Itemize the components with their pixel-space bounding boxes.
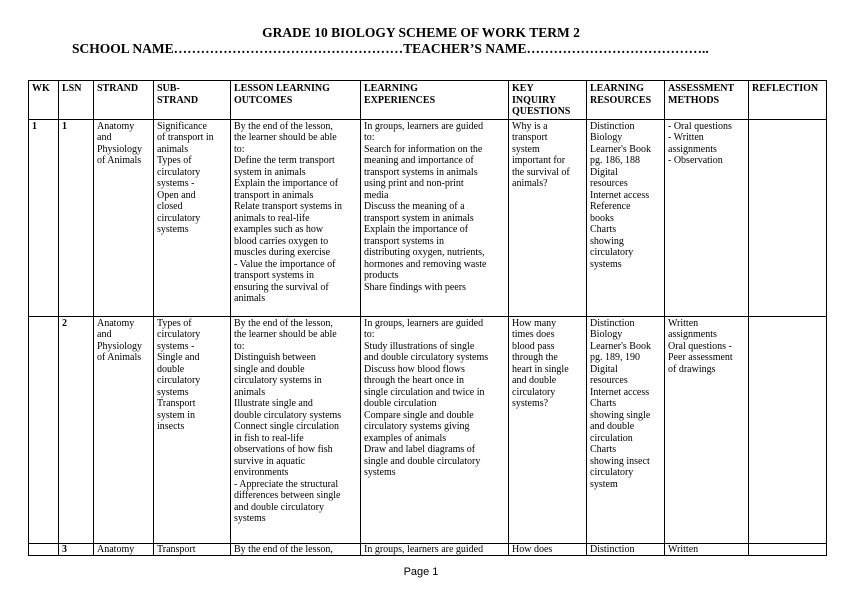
cell-line: single and double circulatory bbox=[364, 455, 481, 467]
cell-line: transport system in animals bbox=[364, 212, 474, 224]
cell-line: the survival of bbox=[512, 166, 570, 178]
header-text: STRAND bbox=[97, 83, 139, 94]
cell-line: in fish to real-life bbox=[234, 432, 304, 444]
cell-line: to: bbox=[234, 340, 245, 352]
cell-line: muscles during exercise bbox=[234, 247, 331, 258]
cell-sub-strand bbox=[154, 543, 231, 555]
cell-line: Learner's Book bbox=[590, 143, 651, 155]
cell-reflection bbox=[749, 543, 827, 555]
cell-line: systems bbox=[157, 386, 189, 398]
cell-line: Written bbox=[668, 317, 699, 329]
cell-line: Physiology bbox=[97, 340, 143, 352]
cell-line: transport systems in bbox=[234, 270, 314, 281]
cell-line: Connect single circulation bbox=[234, 421, 339, 432]
header-text: ASSESSMENT bbox=[668, 83, 735, 94]
cell-line: and double circulatory systems bbox=[364, 352, 489, 363]
cell-line: Why is a bbox=[512, 120, 548, 132]
cell-lsn: 3 bbox=[59, 543, 94, 555]
cell-line: of drawings bbox=[668, 363, 716, 375]
cell-line: systems bbox=[234, 513, 266, 524]
cell-line: of Animals bbox=[97, 352, 142, 363]
header-wk bbox=[29, 81, 59, 120]
cell-reflection bbox=[749, 316, 827, 543]
cell-line: using print and non-print bbox=[364, 178, 464, 189]
cell-line: double bbox=[157, 363, 185, 375]
table-row bbox=[29, 543, 827, 555]
cell-line: Oral questions - bbox=[668, 340, 732, 352]
cell-line: Open and bbox=[157, 189, 196, 201]
cell-line: Reference bbox=[590, 201, 631, 212]
cell-line: transport bbox=[512, 132, 548, 143]
cell-line: Charts bbox=[590, 224, 617, 235]
cell-line: Discuss the meaning of a bbox=[364, 201, 465, 212]
cell-line: Types of bbox=[157, 155, 192, 166]
cell-line: pg. 186, 188 bbox=[590, 155, 640, 166]
cell-line: the learner should be able bbox=[234, 132, 337, 143]
cell-line: - Appreciate the structural bbox=[234, 478, 339, 490]
cell-line: Anatomy bbox=[97, 120, 135, 132]
cell-inquiry bbox=[509, 119, 587, 316]
cell-line: survive in aquatic bbox=[234, 455, 306, 467]
cell-line: and bbox=[97, 132, 112, 143]
cell-line: circulatory systems in bbox=[234, 375, 322, 386]
cell-line: systems - bbox=[157, 178, 195, 189]
header-text: LSN bbox=[62, 83, 82, 94]
cell-line: the learner should be able bbox=[234, 329, 337, 340]
header-text: OUTCOMES bbox=[234, 94, 293, 106]
cell-inquiry bbox=[509, 543, 587, 555]
cell-line: resources bbox=[590, 375, 628, 386]
header-text: LESSON LEARNING bbox=[234, 83, 330, 94]
cell-line: Distinguish between bbox=[234, 352, 316, 363]
cell-line: meaning and importance of bbox=[364, 155, 474, 166]
cell-line: blood carries oxygen to bbox=[234, 235, 329, 247]
cell-line: and double bbox=[512, 375, 557, 386]
cell-line: In groups, learners are guided bbox=[364, 317, 484, 329]
cell-line: In groups, learners are guided bbox=[364, 120, 484, 132]
header-text: METHODS bbox=[668, 94, 720, 106]
header-lsn bbox=[59, 81, 94, 120]
cell-line: double circulation bbox=[364, 398, 437, 409]
cell-line: single and double bbox=[234, 363, 305, 375]
cell-strand bbox=[94, 543, 154, 555]
cell-line: Single and bbox=[157, 352, 200, 363]
cell-line: circulatory bbox=[590, 247, 634, 258]
cell-wk bbox=[29, 316, 59, 543]
cell-line: Explain the importance of bbox=[364, 224, 469, 235]
cell-line: times does bbox=[512, 329, 555, 340]
cell-line: systems bbox=[157, 224, 189, 235]
cell-line: circulatory bbox=[512, 386, 556, 398]
cell-line: system in animals bbox=[234, 166, 306, 178]
cell-line: system bbox=[512, 143, 540, 155]
header-sub-strand bbox=[154, 81, 231, 120]
cell-line: circulatory bbox=[157, 212, 201, 224]
cell-line: transport systems in bbox=[364, 235, 444, 247]
cell-wk bbox=[29, 543, 59, 555]
header-text: WK bbox=[32, 83, 50, 94]
cell-line: How does bbox=[512, 543, 553, 555]
cell-line: Transport bbox=[157, 398, 196, 409]
cell-line: examples of animals bbox=[364, 432, 447, 444]
cell-line: Peer assessment bbox=[668, 352, 733, 363]
cell-line: animals bbox=[234, 386, 266, 398]
cell-line: Significance bbox=[157, 120, 207, 132]
cell-line: animals to real-life bbox=[234, 212, 310, 224]
cell-line: Explain the importance of bbox=[234, 178, 339, 189]
cell-line: transport systems in animals bbox=[364, 166, 478, 178]
cell-line: resources bbox=[590, 178, 628, 189]
cell-line: Discuss how blood flows bbox=[364, 363, 465, 375]
cell-line: By the end of the lesson, bbox=[234, 120, 333, 132]
cell-line: and double bbox=[590, 421, 635, 432]
cell-line: circulation bbox=[590, 432, 633, 444]
cell-strand bbox=[94, 119, 154, 316]
table-header-row bbox=[29, 81, 827, 120]
cell-line: By the end of the lesson, bbox=[234, 543, 333, 555]
cell-line: Define the term transport bbox=[234, 155, 335, 166]
cell-line: Relate transport systems in bbox=[234, 201, 343, 212]
cell-line: to: bbox=[364, 329, 375, 340]
header-text: EXPERIENCES bbox=[364, 94, 436, 106]
cell-line: circulatory bbox=[590, 467, 634, 478]
cell-line: circulatory bbox=[157, 375, 201, 386]
cell-line: systems - bbox=[157, 340, 195, 352]
cell-line: products bbox=[364, 270, 399, 281]
cell-line: blood pass bbox=[512, 340, 555, 352]
cell-line: - Value the importance of bbox=[234, 258, 336, 270]
cell-line: transport in animals bbox=[234, 189, 314, 201]
cell-line: observations of how fish bbox=[234, 444, 333, 455]
cell-line: In groups, learners are guided bbox=[364, 543, 484, 555]
cell-line: Distinction bbox=[590, 543, 635, 555]
cell-line: circulatory systems giving bbox=[364, 421, 470, 432]
cell-line: systems? bbox=[512, 398, 549, 409]
document-title: GRADE 10 BIOLOGY SCHEME OF WORK TERM 2 bbox=[262, 25, 580, 40]
cell-line: Internet access bbox=[590, 189, 650, 201]
cell-line: to: bbox=[234, 143, 245, 155]
cell-line: animals bbox=[157, 143, 189, 155]
cell-experiences bbox=[361, 316, 509, 543]
header-text: RESOURCES bbox=[590, 94, 652, 106]
cell-line: important for bbox=[512, 155, 566, 166]
cell-resources bbox=[587, 316, 665, 543]
cell-line: pg. 189, 190 bbox=[590, 352, 640, 363]
cell-line: Anatomy bbox=[97, 543, 135, 555]
header-text: KEY bbox=[512, 83, 534, 94]
cell-outcomes bbox=[231, 119, 361, 316]
cell-line: Learner's Book bbox=[590, 340, 651, 352]
cell-line: systems bbox=[590, 258, 622, 270]
cell-line: through the heart once in bbox=[364, 375, 464, 386]
cell-line: showing bbox=[590, 235, 624, 247]
cell-line: systems bbox=[364, 467, 396, 478]
cell-line: - Observation bbox=[668, 155, 723, 166]
cell-line: Biology bbox=[590, 132, 623, 143]
cell-strand bbox=[94, 316, 154, 543]
header-text: REFLECTION bbox=[752, 83, 819, 94]
cell-line: and double circulatory bbox=[234, 501, 324, 513]
cell-line: Charts bbox=[590, 444, 617, 455]
cell-line: How many bbox=[512, 317, 557, 329]
header-text: LEARNING bbox=[364, 83, 418, 94]
cell-line: environments bbox=[234, 467, 289, 478]
cell-line: distributing oxygen, nutrients, bbox=[364, 247, 485, 258]
cell-line: ensuring the survival of bbox=[234, 281, 329, 293]
cell-line: of transport in bbox=[157, 132, 214, 143]
cell-line: of Animals bbox=[97, 155, 142, 166]
cell-outcomes bbox=[231, 316, 361, 543]
header-assessment-methods bbox=[665, 81, 749, 120]
cell-line: - Written bbox=[668, 132, 704, 143]
cell-lsn: 1 bbox=[59, 119, 94, 316]
cell-line: examples such as how bbox=[234, 224, 324, 235]
cell-line: Transport bbox=[157, 543, 196, 555]
table-row bbox=[29, 119, 827, 316]
cell-line: showing single bbox=[590, 409, 651, 421]
header-text: SUB- bbox=[157, 83, 180, 94]
header-text: STRAND bbox=[157, 94, 199, 106]
header-learning-resources bbox=[587, 81, 665, 120]
cell-line: Share findings with peers bbox=[364, 281, 466, 293]
cell-line: animals? bbox=[512, 178, 548, 189]
cell-line: Internet access bbox=[590, 386, 650, 398]
cell-line: Types of bbox=[157, 317, 192, 329]
cell-line: Illustrate single and bbox=[234, 398, 313, 409]
cell-resources bbox=[587, 119, 665, 316]
cell-line: Written bbox=[668, 543, 699, 555]
cell-line: insects bbox=[157, 421, 185, 432]
cell-line: media bbox=[364, 189, 389, 201]
cell-line: Digital bbox=[590, 363, 618, 375]
table-row bbox=[29, 316, 827, 543]
cell-line: Charts bbox=[590, 398, 617, 409]
cell-line: By the end of the lesson, bbox=[234, 317, 333, 329]
cell-line: Study illustrations of single bbox=[364, 340, 475, 352]
cell-sub-strand bbox=[154, 316, 231, 543]
cell-line: differences between single bbox=[234, 490, 341, 501]
cell-line: - Oral questions bbox=[668, 120, 732, 132]
cell-line: Compare single and double bbox=[364, 409, 474, 421]
cell-reflection bbox=[749, 119, 827, 316]
cell-line: circulatory bbox=[157, 329, 201, 340]
cell-outcomes bbox=[231, 543, 361, 555]
cell-line: system bbox=[590, 478, 618, 490]
cell-line: Anatomy bbox=[97, 317, 135, 329]
header-reflection bbox=[749, 81, 827, 120]
header-learning-experiences bbox=[361, 81, 509, 120]
header-text: QUESTIONS bbox=[512, 106, 571, 117]
cell-line: double circulatory systems bbox=[234, 409, 342, 421]
cell-inquiry bbox=[509, 316, 587, 543]
cell-line: Search for information on the bbox=[364, 143, 483, 155]
cell-line: closed bbox=[157, 201, 183, 212]
school-teacher-line: SCHOOL NAME……………………………………………TEACHER’S NAME………………………………….. bbox=[72, 41, 709, 56]
cell-line: showing insect bbox=[590, 455, 650, 467]
cell-resources bbox=[587, 543, 665, 555]
cell-lsn: 2 bbox=[59, 316, 94, 543]
cell-line: through the bbox=[512, 352, 558, 363]
cell-line: books bbox=[590, 212, 614, 224]
header-key-inquiry-questions bbox=[509, 81, 587, 120]
cell-line: Biology bbox=[590, 329, 623, 340]
cell-line: system in bbox=[157, 409, 196, 421]
header-lesson-learning-outcomes bbox=[231, 81, 361, 120]
cell-line: Physiology bbox=[97, 143, 143, 155]
cell-assessment bbox=[665, 119, 749, 316]
cell-experiences bbox=[361, 543, 509, 555]
cell-wk: 1 bbox=[29, 119, 59, 316]
cell-line: assignments bbox=[668, 329, 717, 340]
cell-line: animals bbox=[234, 293, 266, 304]
cell-line: heart in single bbox=[512, 363, 569, 375]
cell-line: hormones and removing waste bbox=[364, 258, 487, 270]
header-text: INQUIRY bbox=[512, 94, 557, 106]
header-text: LEARNING bbox=[590, 83, 644, 94]
cell-line: circulatory bbox=[157, 166, 201, 178]
cell-sub-strand bbox=[154, 119, 231, 316]
page-number: Page 1 bbox=[403, 566, 439, 578]
cell-line: Distinction bbox=[590, 317, 635, 329]
cell-assessment bbox=[665, 316, 749, 543]
cell-assessment bbox=[665, 543, 749, 555]
cell-experiences bbox=[361, 119, 509, 316]
cell-line: to: bbox=[364, 132, 375, 143]
cell-line: and bbox=[97, 329, 112, 340]
header-strand bbox=[94, 81, 154, 120]
cell-line: Digital bbox=[590, 166, 618, 178]
cell-line: single circulation and twice in bbox=[364, 386, 485, 398]
cell-line: assignments bbox=[668, 143, 717, 155]
cell-line: Draw and label diagrams of bbox=[364, 444, 476, 455]
scheme-of-work-table bbox=[28, 80, 827, 556]
cell-line: Distinction bbox=[590, 120, 635, 132]
